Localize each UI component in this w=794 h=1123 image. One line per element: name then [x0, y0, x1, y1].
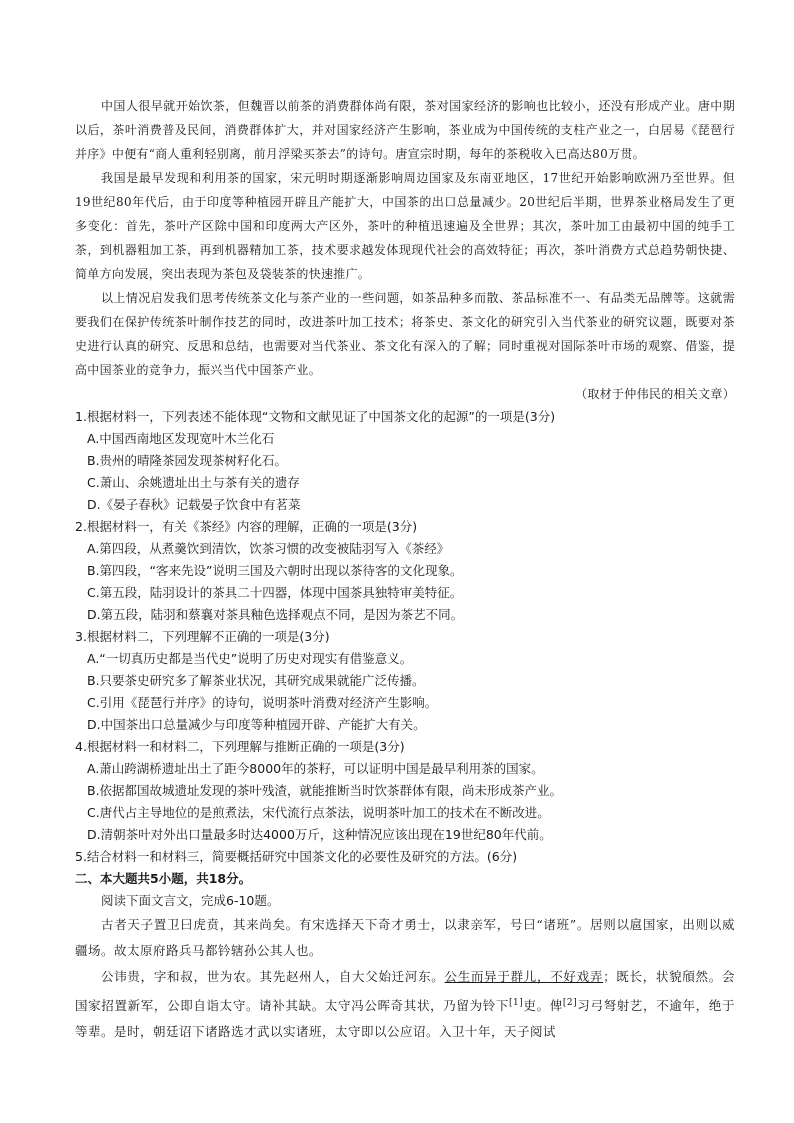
- question-option: C.第五段，陆羽设计的茶具二十四器，体现中国茶具独特审美特征。: [87, 585, 463, 600]
- question-option: A.“一切真历史都是当代史”说明了历史对现实有借鉴意义。: [87, 651, 413, 666]
- underlined-sentence: 公生而异于群儿，不好戏弄: [444, 969, 604, 984]
- question-option: B.贵州的晴隆茶园发现茶树籽化石。: [87, 453, 288, 468]
- question: [75, 846, 735, 868]
- question-option: B.依据都国故城遗址发现的茶叶残渣，就能推断当时饮茶群体有限，尚未形成茶产业。: [87, 783, 563, 798]
- material-three: [75, 94, 735, 406]
- material-source: （取材于仲伟民的相关文章）: [575, 387, 735, 401]
- exam-page: [75, 94, 735, 1045]
- classical-paragraph: [75, 964, 735, 1045]
- passage-text: 公讳贵，字和叔，世为农。其先赵州人，自大父始迁河东。: [101, 969, 445, 984]
- question-option: A.中国西南地区发现宽叶木兰化石: [87, 431, 275, 446]
- question-option: D.《晏子春秋》记载晏子饮食中有茗菜: [87, 497, 301, 512]
- material-paragraph: 中国人很早就开始饮茶，但魏晋以前茶的消费群体尚有限，茶对国家经济的影响也比较小，还没有形成产业。唐中期以后，茶叶消费普及民间，消费群体扩大，并对国家经济产生影响，茶业成为中国传统的支柱产业之一，白居易《琵琶行并序》中便有“商人重利轻别离，前月浮梁买茶去”的诗句。唐宣宗时期，每年的茶税收入已高达80万贯。: [75, 99, 735, 161]
- question-option: C.萧山、余姚遗址出土与茶有关的遗存: [87, 475, 300, 490]
- passage-text: 习弓弩射艺，不逾年，绝于等辈。是时，朝廷诏下诸路选才武以实诸班，太守即以公应诏。入卫十年，天子阅试: [75, 998, 735, 1040]
- section-heading: 二、本大题共5小题，共18分。: [75, 871, 252, 886]
- footnote-marker: [1]: [509, 998, 524, 1008]
- section-instruction: 阅读下面文言文，完成6-10题。: [101, 893, 280, 908]
- question: [75, 406, 735, 516]
- question-stem: 2.根据材料一，有关《茶经》内容的理解，正确的一项是(3分): [75, 519, 418, 534]
- question-option: C.引用《琵琶行并序》的诗句，说明茶叶消费对经济产生影响。: [87, 695, 438, 710]
- question-list: [75, 406, 735, 912]
- question-option: B.只要茶史研究多了解茶业状况，其研究成果就能广泛传播。: [87, 673, 425, 688]
- question-stem: 5.结合材料一和材料三，简要概括研究中国茶文化的必要性及研究的方法。(6分): [75, 849, 518, 864]
- material-paragraph: 我国是最早发现和利用茶的国家，宋元明时期逐渐影响周边国家及东南亚地区，17世纪开始影响欧洲乃至世界。但19世纪80年代后，由于印度等种植园开辟且产能扩大，中国茶的出口总量减少。20世纪后半期，世界茶业格局发生了更多变化：首先，茶叶产区除中国和印度两大产区外，茶叶的种植迅速遍及全世界；其次，茶叶加工由最初中国的纯手工茶，到机器粗加工茶，再到机器精加工茶，技术要求越发体现现代社会的高效特征；再次，茶叶消费方式总趋势朝快捷、简单方向发展，突出表现为茶包及袋装茶的快速推广。: [75, 171, 735, 281]
- question-option: C.唐代占主导地位的是煎煮法，宋代流行点茶法，说明茶叶加工的技术在不断改进。: [87, 805, 550, 820]
- question: [75, 516, 735, 626]
- question-option: B.第四段，“客来先设”说明三国及六朝时出现以茶待客的文化现象。: [87, 563, 463, 578]
- question-option: D.清朝茶叶对外出口量最多时达4000万斤，这种情况应该出现在19世纪80年代前。: [87, 827, 552, 842]
- question-option: A.萧山跨湖桥遗址出土了距今8000年的茶籽，可以证明中国是最早利用茶的国家。: [87, 761, 544, 776]
- question-option: D.第五段，陆羽和蔡襄对茶具釉色选择观点不同，是因为茶艺不同。: [87, 607, 464, 622]
- question: [75, 626, 735, 736]
- passage-text: 吏。俾: [523, 998, 563, 1014]
- passage-text: ；既长，状貌頎然。会国家招置新军，公即自诣太守。请补其缺。太守冯公晖奇其状，乃留为铃下: [75, 969, 735, 1014]
- classical-passage: [75, 912, 735, 1045]
- question-stem: 1.根据材料一，下列表述不能体现“文物和文献见证了中国茶文化的起源”的一项是(3分): [75, 409, 556, 424]
- material-paragraph: 以上情况启发我们思考传统茶文化与茶产业的一些问题，如茶品种多而散、茶品标准不一、有品类无品牌等。这就需要我们在保护传统茶叶制作技艺的同时，改进茶叶加工技术；将茶史、茶文化的研究引入当代茶业的研究议题，既要对茶史进行认真的研究、反思和总结，也需要对当代茶业、茶文化有深入的了解；同时重视对国际茶叶市场的观察、借鉴，提高中国茶业的竞争力，振兴当代中国茶产业。: [75, 291, 735, 377]
- question-option: D.中国茶出口总量减少与印度等种植园开辟、产能扩大有关。: [87, 717, 426, 732]
- question-stem: 3.根据材料二，下列理解不正确的一项是(3分): [75, 629, 330, 644]
- classical-paragraph: 古者天子置卫曰虎贲，其来尚矣。有宋选择天下奇才勇士，以隶亲军，号曰“诸班”。居则以扈国家，出则以威疆场。故太原府路兵马都钤辖孙公其人也。: [75, 917, 735, 958]
- footnote-marker: [2]: [562, 998, 578, 1008]
- question-stem: 4.根据材料一和材料二，下列理解与推断正确的一项是(3分): [75, 739, 405, 754]
- question: [75, 736, 735, 846]
- question-option: A.第四段，从煮羹饮到清饮，饮茶习惯的改变被陆羽写入《茶经》: [87, 541, 450, 556]
